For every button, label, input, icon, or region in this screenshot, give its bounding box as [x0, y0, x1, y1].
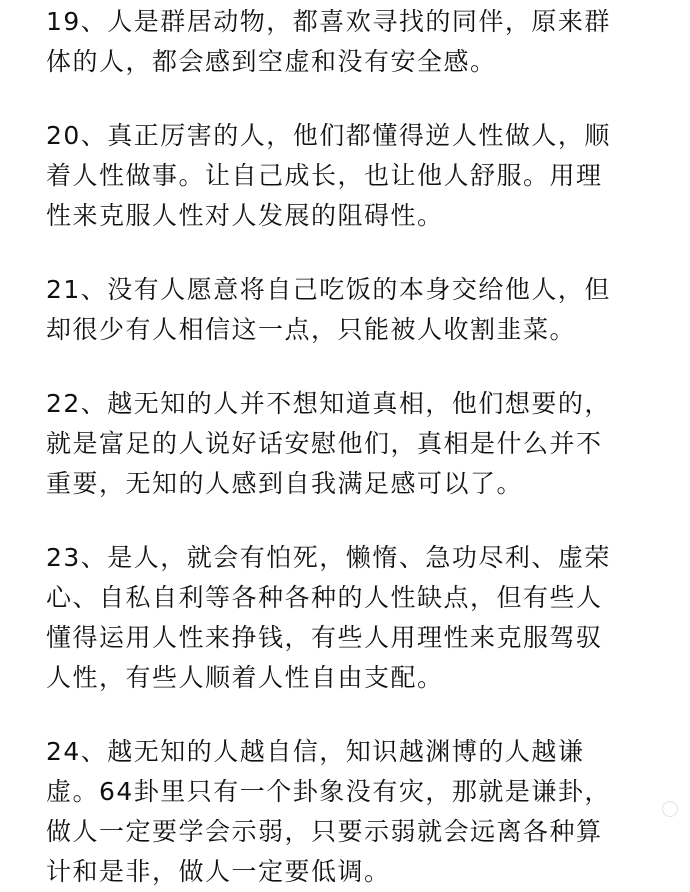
text-line: 22、越无知的人并不想知道真相，他们想要的， — [46, 389, 611, 418]
paragraph-24 — [46, 732, 668, 892]
text-line: 着人性做事。让自己成长，也让他人舒服。用理 — [46, 161, 603, 190]
text-line: 心、自私自利等各种各种的人性缺点，但有些人 — [46, 583, 603, 612]
text-line: 人性，有些人顺着人性自由支配。 — [46, 663, 444, 692]
text-line: 性来克服人性对人发展的阻碍性。 — [46, 201, 444, 230]
text-line: 做人一定要学会示弱，只要示弱就会远离各种算 — [46, 817, 603, 846]
text-line: 体的人，都会感到空虚和没有安全感。 — [46, 47, 497, 76]
text-line: 虚。64卦里只有一个卦象没有灾，那就是谦卦， — [46, 777, 611, 806]
text-line: 24、越无知的人越自信，知识越渊博的人越谦 — [46, 737, 585, 766]
text-line: 21、没有人愿意将自己吃饭的本身交给他人，但 — [46, 275, 611, 304]
text-line: 19、人是群居动物，都喜欢寻找的同伴，原来群 — [46, 7, 611, 36]
text-line: 却很少有人相信这一点，只能被人收割韭菜。 — [46, 315, 577, 344]
paragraph-22 — [46, 384, 668, 504]
text-line: 23、是人，就会有怕死，懒惰、急功尽利、虚荣 — [46, 543, 611, 572]
text-line: 重要，无知的人感到自我满足感可以了。 — [46, 469, 524, 498]
watermark-icon — [662, 801, 678, 817]
paragraph-23 — [46, 538, 668, 698]
text-line: 懂得运用人性来挣钱，有些人用理性来克服驾驭 — [46, 623, 603, 652]
paragraph-20 — [46, 116, 668, 236]
text-line: 计和是非，做人一定要低调。 — [46, 857, 391, 886]
paragraph-19 — [46, 2, 668, 82]
text-line: 20、真正厉害的人，他们都懂得逆人性做人，顺 — [46, 121, 611, 150]
paragraph-21 — [46, 270, 668, 350]
text-line: 就是富足的人说好话安慰他们，真相是什么并不 — [46, 429, 603, 458]
